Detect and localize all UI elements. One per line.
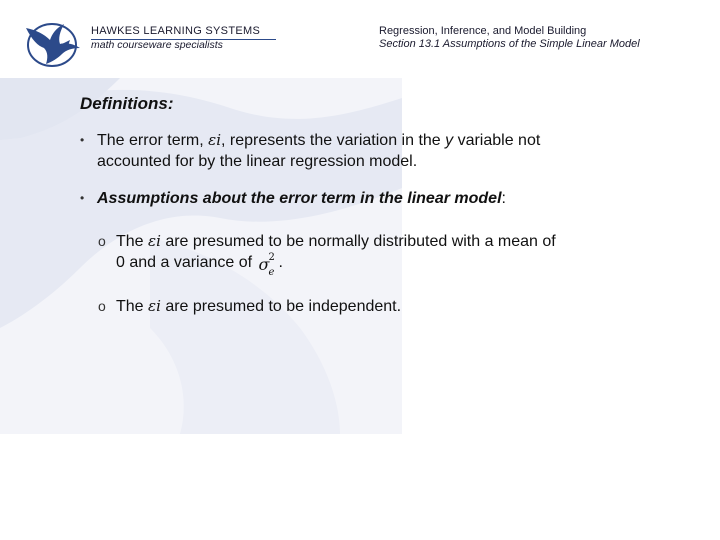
brand-tagline: math courseware specialists [91,39,223,51]
sigma-superscript: 2 [268,252,275,263]
circle-bullet-icon: o [98,233,106,249]
text-segment: are presumed to be normally distributed with a mean of 0 and a variance of [116,233,556,271]
text-segment: The [116,298,149,315]
text-segment: variable not accounted for by the linear regression model. [97,132,541,170]
bullet-text [80,188,600,209]
epsilon-symbol: εi [148,232,161,250]
brand-block [91,25,276,51]
sub-bullet-text [98,231,558,278]
bullet-text [80,130,600,172]
text-segment: The error term, [97,132,209,149]
course-info [379,25,640,51]
epsilon-symbol: εi [208,131,221,149]
bullet-error-term [80,130,600,172]
sigma-subscript: e [268,267,275,278]
bullet-assumptions [80,188,600,209]
colon: : [501,190,506,207]
text-segment: , represents the variation in the [221,132,446,149]
course-section: Section 13.1 Assumptions of the Simple Linear Model [379,38,640,50]
sub-bullet-normality [98,231,558,278]
slide-heading: Definitions: [80,94,174,113]
text-segment: . [278,254,283,271]
assumptions-lead: Assumptions about the error term in the linear model [97,190,502,207]
sigma-symbol: σ [258,255,270,274]
epsilon-symbol: εi [148,297,161,315]
text-segment: The [116,233,149,250]
text-segment: are presumed to be independent. [160,298,402,315]
bullet-dot-icon: • [80,191,85,205]
course-title: Regression, Inference, and Model Building [379,25,587,37]
sub-bullet-text [98,296,558,317]
y-variable: y [445,132,454,149]
sub-bullet-independence [98,296,558,317]
bullet-dot-icon: • [80,133,85,147]
circle-bullet-icon: o [98,298,106,314]
sigma-squared-e-formula [257,252,279,278]
eagle-logo-icon [22,18,82,70]
brand-name: HAWKES LEARNING SYSTEMS [91,25,276,40]
